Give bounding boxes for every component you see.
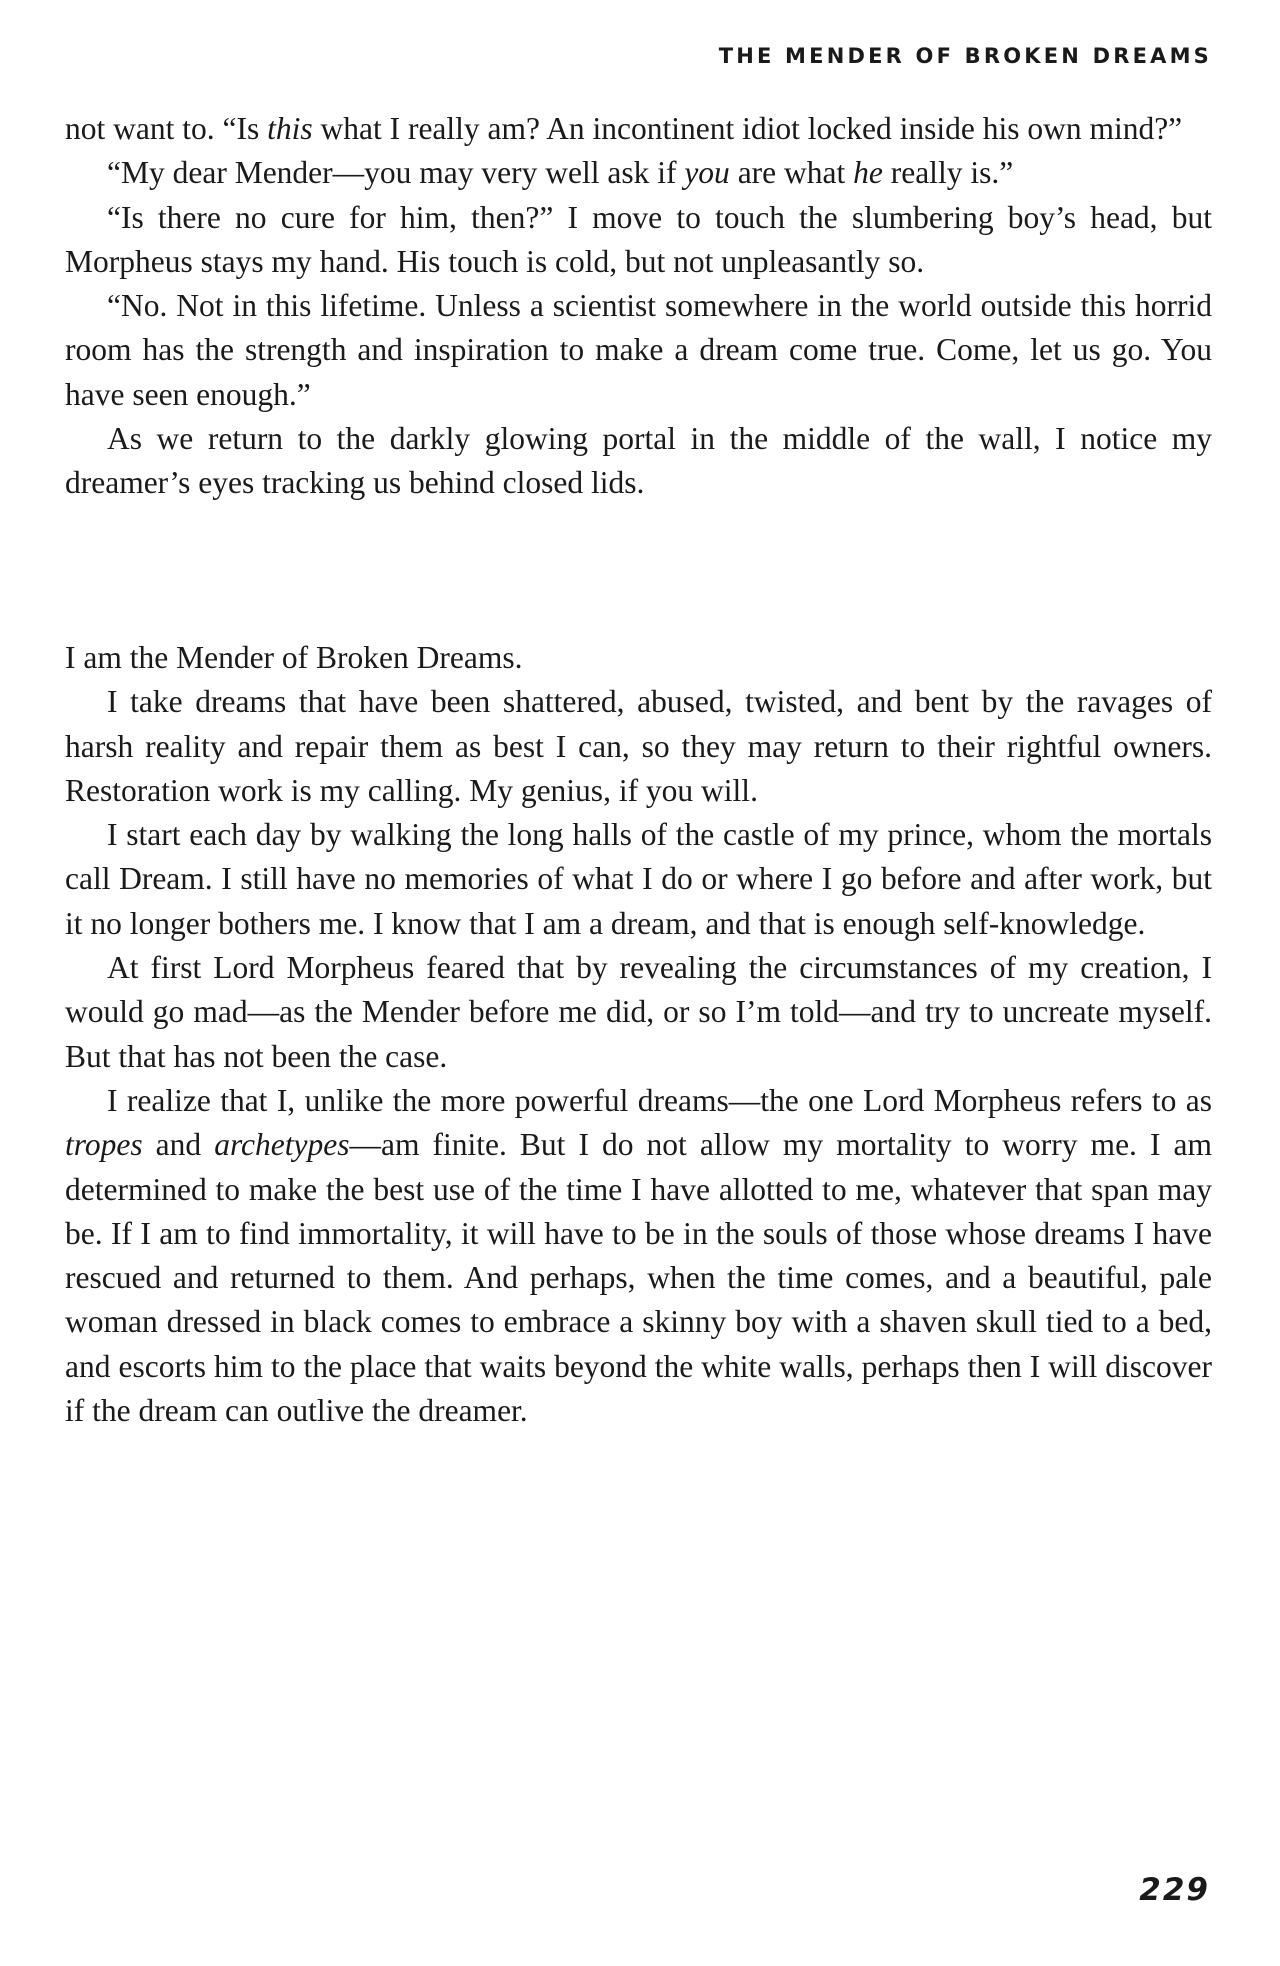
text-run: I start each day by walking the long halls of the castle of my prince, whom the mortals call Dream. I still have no memories of what I do or where I go before and after work, but it no longer bothers me. I know that I am a dream, and that is enough self-knowledge. (65, 817, 1212, 941)
paragraph (65, 636, 1212, 680)
paragraph (65, 107, 1212, 151)
paragraph (65, 946, 1212, 1079)
page-number: 229 (1139, 1872, 1210, 1908)
paragraph (65, 417, 1212, 506)
text-run: I am the Mender of Broken Dreams. (65, 640, 523, 675)
text-run: “No. Not in this lifetime. Unless a scientist somewhere in the world outside this horrid room has the strength and inspiration to make a dream come true. Come, let us go. You have seen enough.” (65, 288, 1212, 412)
paragraph (65, 151, 1212, 195)
text-run: —am finite. But I do not allow my mortality to worry me. I am determined to make the best use of the time I have allotted to me, whatever that span may be. If I am to find immortality, it will have to be in the souls of those whose dreams I have rescued and returned to them. And perhaps, when the time comes, and a beautiful, pale woman dressed in black comes to embrace a skinny boy with a shaven skull tied to a bed, and escorts him to the place that waits beyond the white walls, perhaps then I will discover if the dream can outlive the dreamer. (65, 1127, 1212, 1429)
text-run: As we return to the darkly glowing portal in the middle of the wall, I notice my dreamer’s eyes tracking us behind closed lids. (65, 421, 1212, 501)
text-section-bottom (65, 636, 1212, 1433)
running-head: THE MENDER OF BROKEN DREAMS (718, 44, 1212, 68)
text-run: “My dear Mender—you may very well ask if (107, 155, 685, 191)
italic-text: archetypes (214, 1127, 350, 1163)
paragraph (65, 813, 1212, 946)
italic-text: tropes (65, 1127, 143, 1163)
text-run: At first Lord Morpheus feared that by revealing the circumstances of my creation, I would go mad—as the Mender before me did, or so I’m told—and try to uncreate myself. But that has not been the case. (65, 950, 1212, 1074)
italic-text: this (267, 111, 313, 146)
italic-text: he (853, 155, 883, 191)
paragraph (65, 284, 1212, 417)
paragraph (65, 196, 1212, 285)
text-run: “Is there no cure for him, then?” I move to touch the slumbering boy’s head, but Morpheus stays my hand. His touch is cold, but not unpleasantly so. (65, 199, 1212, 279)
text-run: I take dreams that have been shattered, abused, twisted, and bent by the ravages of harsh reality and repair them as best I can, so they may return to their rightful owners. Restoration work is my calling. My genius, if you will. (65, 684, 1212, 808)
text-run: and (142, 1127, 215, 1163)
text-run: what I really am? An incontinent idiot locked inside his own mind?” (312, 111, 1183, 146)
text-run: I realize that I, unlike the more powerful dreams—the one Lord Morpheus refers to as (107, 1082, 1212, 1118)
italic-text: you (684, 155, 730, 191)
paragraph (65, 680, 1212, 813)
paragraph (65, 1079, 1212, 1433)
text-run: really is.” (882, 155, 1014, 191)
text-run: not want to. “Is (65, 111, 268, 146)
text-run: are what (729, 155, 854, 191)
text-section-top (65, 107, 1212, 506)
